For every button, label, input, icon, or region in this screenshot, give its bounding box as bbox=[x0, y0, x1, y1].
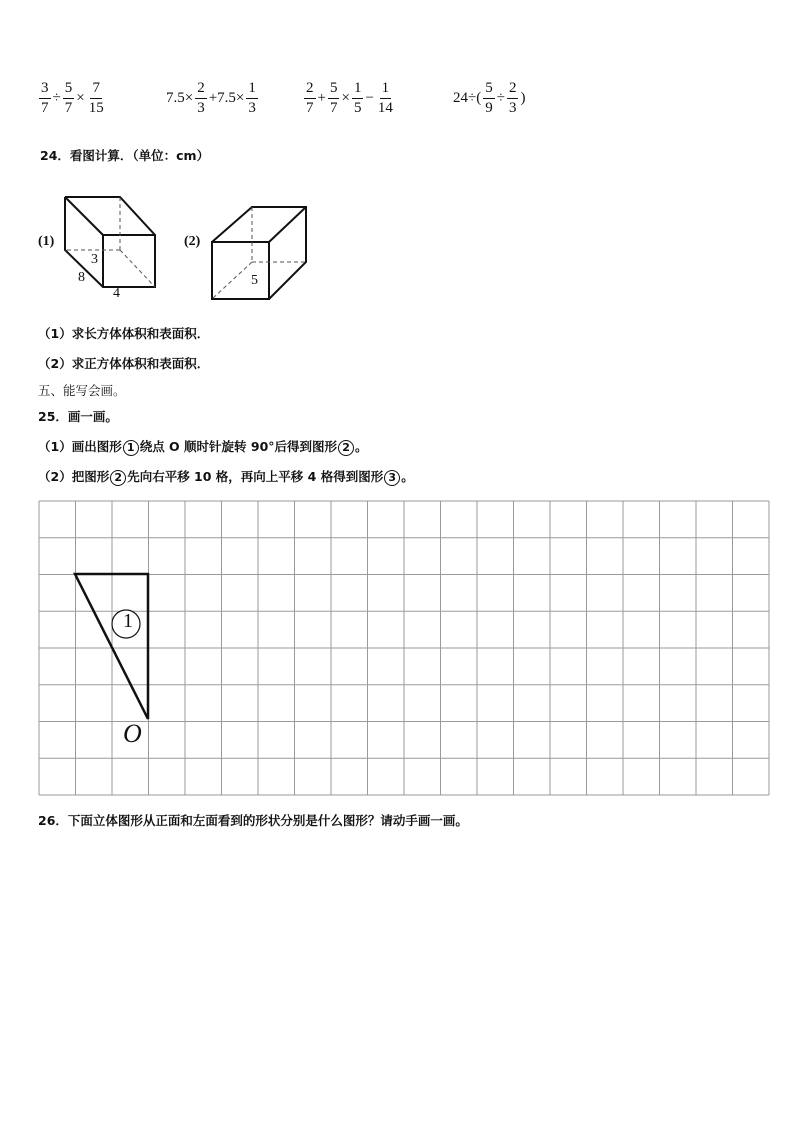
q24-subquestion-2: （2）求正方体体积和表面积． bbox=[38, 356, 210, 371]
denominator: 7 bbox=[64, 99, 73, 116]
q25-title: 25．画一画。 bbox=[38, 409, 118, 424]
denominator: 3 bbox=[248, 99, 256, 116]
circled-number-2: 2 bbox=[110, 470, 126, 486]
fraction bbox=[39, 81, 51, 116]
q25-sub1-text-a: （1）画出图形 bbox=[38, 439, 122, 454]
rotation-point-O: O bbox=[123, 719, 142, 748]
fraction bbox=[87, 81, 106, 116]
denominator: 9 bbox=[485, 99, 493, 116]
q24-subquestion-1: （1）求长方体体积和表面积． bbox=[38, 326, 210, 341]
numerator: 2 bbox=[304, 81, 316, 99]
calculation-expression bbox=[165, 76, 259, 120]
fraction bbox=[352, 81, 364, 116]
denominator: 15 bbox=[88, 99, 104, 116]
fraction bbox=[246, 81, 258, 116]
expression-text: 24÷( bbox=[453, 89, 482, 106]
fraction bbox=[63, 81, 75, 116]
circled-number-2: 2 bbox=[338, 440, 354, 456]
fraction bbox=[507, 81, 519, 116]
operator: ÷ bbox=[52, 89, 61, 106]
fraction bbox=[483, 81, 495, 116]
numerator: 5 bbox=[483, 81, 495, 99]
dimension-cube-edge: 5 bbox=[251, 273, 258, 288]
q25-subquestion-1 bbox=[38, 437, 368, 456]
cuboid-figure bbox=[55, 185, 170, 300]
numerator: 5 bbox=[328, 81, 340, 99]
denominator: 5 bbox=[353, 99, 362, 116]
operator: +7.5× bbox=[208, 89, 245, 106]
q26-title: 26．下面立体图形从正面和左面看到的形状分别是什么图形？请动手画一画。 bbox=[38, 813, 468, 828]
numerator: 1 bbox=[246, 81, 258, 99]
q25-sub2-text-c: 。 bbox=[401, 469, 414, 484]
q25-sub1-text-c: 。 bbox=[355, 439, 368, 454]
denominator: 3 bbox=[508, 99, 517, 116]
numerator: 7 bbox=[90, 81, 102, 99]
operator: + bbox=[317, 89, 326, 106]
operator: − bbox=[365, 89, 374, 106]
fraction bbox=[328, 81, 340, 116]
operator: ÷ bbox=[496, 89, 505, 106]
calculation-expression bbox=[38, 76, 107, 120]
figure2-label: (2) bbox=[184, 234, 201, 249]
operator: × bbox=[76, 89, 85, 106]
q24-title: 24．看图计算．（单位：cm） bbox=[40, 148, 210, 163]
circled-number-1: 1 bbox=[123, 440, 139, 456]
denominator: 3 bbox=[197, 99, 205, 116]
expression-text: 7.5× bbox=[166, 89, 194, 106]
fraction bbox=[304, 81, 316, 116]
dimension-height: 3 bbox=[91, 252, 98, 267]
circled-number-3: 3 bbox=[384, 470, 400, 486]
fraction bbox=[195, 81, 207, 116]
dimension-depth: 8 bbox=[78, 270, 85, 285]
calculation-expression bbox=[452, 76, 526, 120]
denominator: 14 bbox=[377, 99, 393, 116]
numerator: 5 bbox=[63, 81, 75, 99]
q25-sub1-text-b: 绕点 O 顺时针旋转 90°后得到图形 bbox=[139, 439, 338, 454]
numerator: 2 bbox=[507, 81, 519, 99]
numerator: 2 bbox=[195, 81, 207, 99]
numerator: 1 bbox=[352, 81, 364, 99]
q25-subquestion-2 bbox=[38, 467, 414, 486]
section-heading: 五、能写会画。 bbox=[38, 383, 126, 398]
numerator: 1 bbox=[380, 81, 392, 99]
expression-text: ) bbox=[520, 89, 526, 106]
denominator: 7 bbox=[306, 99, 314, 116]
operator: × bbox=[341, 89, 350, 106]
numerator: 3 bbox=[39, 81, 51, 99]
q25-sub2-text-a: （2）把图形 bbox=[38, 469, 110, 484]
calculation-expression bbox=[303, 76, 396, 120]
q25-sub2-text-b: 先向右平移 10 格，再向上平移 4 格得到图形 bbox=[127, 469, 384, 484]
figure1-label: (1) bbox=[38, 234, 55, 249]
denominator: 7 bbox=[41, 99, 49, 116]
triangle-shape-1 bbox=[60, 560, 170, 760]
fraction bbox=[376, 81, 395, 116]
cube-figure bbox=[205, 200, 315, 305]
shape-label-1: 1 bbox=[123, 610, 133, 632]
denominator: 7 bbox=[329, 99, 338, 116]
dimension-width: 4 bbox=[113, 286, 120, 301]
